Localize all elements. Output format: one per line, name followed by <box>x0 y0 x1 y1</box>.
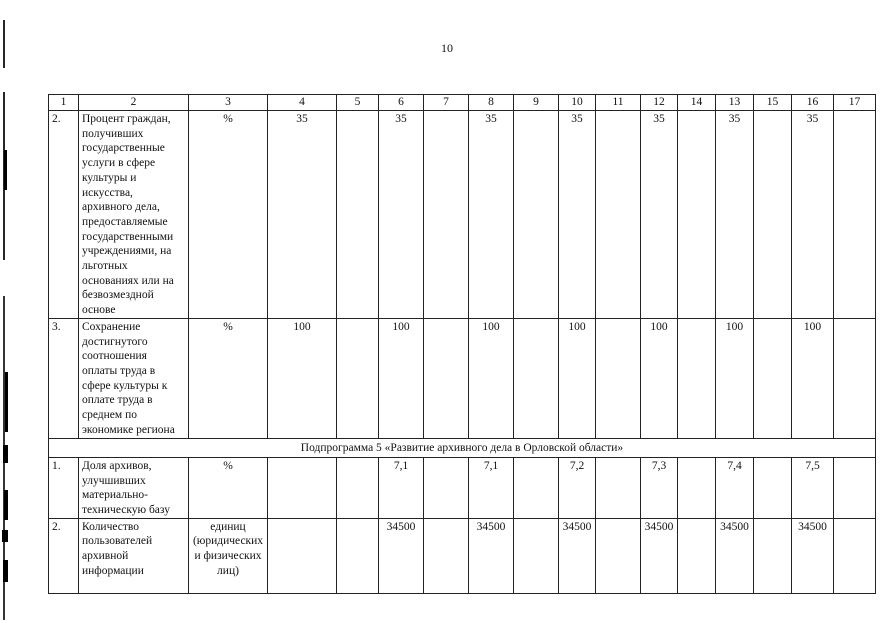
row-number: 2. <box>49 111 79 319</box>
value-cell <box>268 457 337 518</box>
value-cell <box>754 111 792 319</box>
unit-cell: единиц (юридических и физических лиц) <box>189 518 268 593</box>
value-cell: 100 <box>641 318 678 438</box>
value-cell: 7,1 <box>469 457 514 518</box>
value-cell: 100 <box>469 318 514 438</box>
subprogram-title: Подпрограмма 5 «Развитие архивного дела в Орловской области» <box>49 438 876 457</box>
scan-margin-marks <box>0 0 12 640</box>
value-cell <box>268 518 337 593</box>
value-cell <box>678 518 716 593</box>
indicator-name: Количество пользователей архивной информации <box>79 518 189 593</box>
value-cell: 35 <box>268 111 337 319</box>
header-row <box>49 95 876 111</box>
header-cell: 16 <box>792 95 834 111</box>
table-row <box>49 518 876 593</box>
value-cell <box>337 457 379 518</box>
value-cell <box>337 318 379 438</box>
value-cell <box>834 111 876 319</box>
value-cell <box>337 111 379 319</box>
header-cell: 11 <box>596 95 641 111</box>
value-cell: 34500 <box>469 518 514 593</box>
header-cell: 12 <box>641 95 678 111</box>
value-cell: 7,2 <box>559 457 596 518</box>
value-cell: 100 <box>268 318 337 438</box>
table-row <box>49 318 876 438</box>
value-cell: 100 <box>792 318 834 438</box>
header-cell: 6 <box>379 95 424 111</box>
header-cell: 5 <box>337 95 379 111</box>
unit-cell: % <box>189 318 268 438</box>
value-cell <box>678 111 716 319</box>
header-cell: 13 <box>716 95 754 111</box>
value-cell <box>834 457 876 518</box>
row-number: 1. <box>49 457 79 518</box>
value-cell: 35 <box>379 111 424 319</box>
header-cell: 15 <box>754 95 792 111</box>
value-cell <box>596 457 641 518</box>
value-cell: 100 <box>379 318 424 438</box>
value-cell: 34500 <box>379 518 424 593</box>
value-cell: 35 <box>559 111 596 319</box>
header-cell: 2 <box>79 95 189 111</box>
header-cell: 17 <box>834 95 876 111</box>
value-cell <box>754 518 792 593</box>
value-cell <box>424 318 469 438</box>
value-cell: 35 <box>716 111 754 319</box>
value-cell <box>424 457 469 518</box>
value-cell <box>834 318 876 438</box>
value-cell <box>424 111 469 319</box>
header-cell: 10 <box>559 95 596 111</box>
value-cell <box>834 518 876 593</box>
unit-cell: % <box>189 457 268 518</box>
unit-cell: % <box>189 111 268 319</box>
header-cell: 1 <box>49 95 79 111</box>
indicator-name: Сохранение достигнутого соотношения оплаты труда в сфере культуры к оплате труда в среднем по экономике региона <box>79 318 189 438</box>
value-cell: 34500 <box>641 518 678 593</box>
value-cell <box>514 111 559 319</box>
value-cell: 100 <box>559 318 596 438</box>
value-cell: 34500 <box>716 518 754 593</box>
header-cell: 4 <box>268 95 337 111</box>
value-cell: 35 <box>792 111 834 319</box>
value-cell: 7,3 <box>641 457 678 518</box>
value-cell <box>424 518 469 593</box>
indicator-name: Доля архивов, улучшивших материально-техническую базу <box>79 457 189 518</box>
table-row <box>49 111 876 319</box>
value-cell: 34500 <box>792 518 834 593</box>
page-number: 10 <box>441 41 453 55</box>
value-cell: 100 <box>716 318 754 438</box>
value-cell: 7,5 <box>792 457 834 518</box>
value-cell <box>754 457 792 518</box>
indicators-table <box>48 94 876 594</box>
value-cell: 35 <box>469 111 514 319</box>
value-cell <box>514 518 559 593</box>
header-cell: 9 <box>514 95 559 111</box>
value-cell: 7,1 <box>379 457 424 518</box>
row-number: 2. <box>49 518 79 593</box>
value-cell <box>678 318 716 438</box>
value-cell <box>337 518 379 593</box>
header-cell: 14 <box>678 95 716 111</box>
table-row <box>49 457 876 518</box>
row-number: 3. <box>49 318 79 438</box>
value-cell <box>596 111 641 319</box>
indicator-name: Процент граждан, получивших государственные услуги в сфере культуры и искусства, архивного дела, предоставляемые государственными учреждениями, на льготных основаниях или на безвозмездной основе <box>79 111 189 319</box>
value-cell <box>514 318 559 438</box>
header-cell: 7 <box>424 95 469 111</box>
value-cell <box>596 518 641 593</box>
value-cell <box>596 318 641 438</box>
value-cell: 7,4 <box>716 457 754 518</box>
value-cell <box>678 457 716 518</box>
value-cell <box>514 457 559 518</box>
value-cell: 34500 <box>559 518 596 593</box>
header-cell: 3 <box>189 95 268 111</box>
value-cell <box>754 318 792 438</box>
value-cell: 35 <box>641 111 678 319</box>
header-cell: 8 <box>469 95 514 111</box>
subprogram-row <box>49 438 876 457</box>
